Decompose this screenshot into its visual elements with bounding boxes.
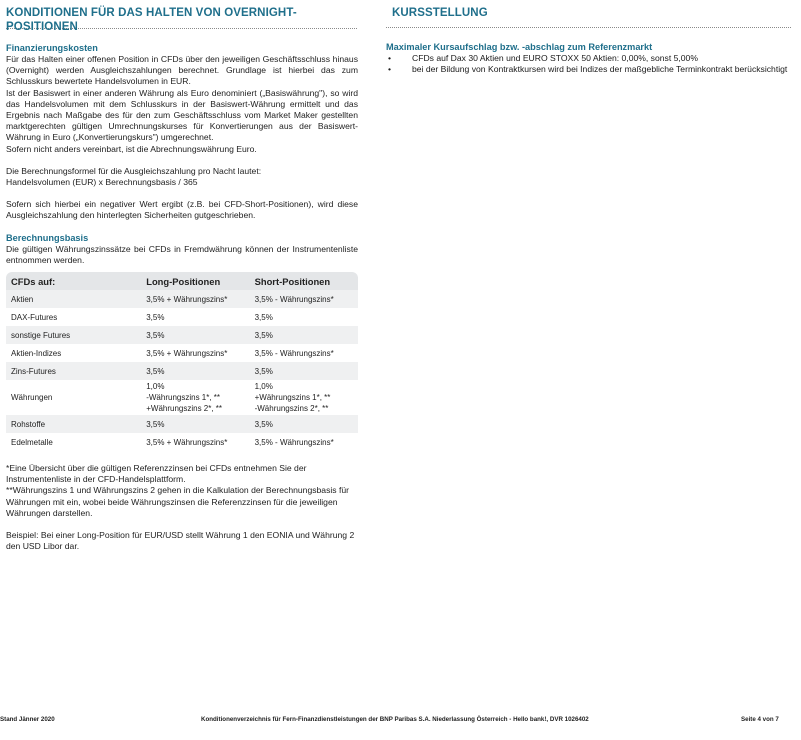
list-item	[386, 64, 791, 75]
footer-page: Seite 4 von 7	[741, 716, 779, 723]
short-line-2: +Währungszins 1*, **	[254, 393, 331, 403]
formula: Handelsvolumen (EUR) x Berechnungsbasis / 365	[6, 177, 198, 188]
col-header-short: Short-Positionen	[250, 272, 358, 290]
footnote-2: **Währungszins 1 und Währungszins 2 gehen in die Kalkulation der Berechnungsbasis für Währungen mit ein, wobei beide Währungszinsen die Referenzzinsen für die jeweiligen Währungen darstellen.	[6, 485, 349, 518]
table-header-row	[6, 272, 358, 290]
table-row	[6, 433, 358, 451]
footer-title: Konditionenverzeichnis für Fern-Finanzdienstleistungen der BNP Paribas S.A. Niederlassung Österreich - Hello bank!, DVR 1026402	[201, 716, 589, 723]
formula-intro: Die Berechnungsformel für die Ausgleichszahlung pro Nacht lautet:	[6, 165, 262, 176]
row-name: Rohstoffe	[6, 415, 141, 433]
row-long: 3,5% + Währungszins*	[146, 348, 228, 358]
table-row	[6, 344, 358, 362]
left-column	[6, 0, 358, 552]
rates-table	[6, 272, 358, 451]
row-short: 3,5% - Währungszins*	[254, 437, 334, 447]
list-item-text: bei der Bildung von Kontraktkursen wird bei Indizes der maßgebliche Terminkontrakt berücksichtigt	[412, 64, 788, 74]
long-line-2: -Währungszins 1*, **	[146, 393, 221, 403]
row-short: 3,5% - Währungszins*	[250, 290, 358, 308]
row-name: Zins-Futures	[6, 362, 141, 380]
row-short: 3,5%	[254, 312, 273, 322]
row-name: sonstige Futures	[6, 326, 141, 344]
table-row	[6, 362, 358, 380]
financing-para-2: Ist der Basiswert in einer anderen Währung als Euro denominiert („Basiswährung"), so wird das Handelsvolumen mit dem Schlusskurs in der Basiswert-Währung ermittelt und das Ergebnis nach Maßgabe des für den zum Geschäftsschluss vom Market Maker gestellten marktgerechten gültigen Umrechnungskurses für Konvertierungen aus der Basiswert-Währung in Euro („Konvertierungskurs") umgerechnet.	[6, 87, 358, 143]
example-note: Beispiel: Bei einer Long-Position für EUR/USD stellt Währung 1 den EONIA und Währung 2 den USD Libor dar.	[6, 530, 355, 552]
row-short: 3,5%	[250, 362, 358, 380]
table-row	[6, 326, 358, 344]
row-name: Währungen	[11, 393, 53, 403]
footer-date: Stand Jänner 2020	[0, 716, 55, 723]
list-item-text: CFDs auf Dax 30 Aktien und EURO STOXX 50 Aktien: 0,00%, sonst 5,00%	[412, 53, 698, 63]
bullet-icon: •	[388, 53, 392, 63]
negative-value-note: Sofern sich hierbei ein negativer Wert ergibt (z.B. bei CFD-Short-Positionen), wird diese Ausgleichszahlung den hinterlegten Sicherheiten gutgeschrieben.	[6, 199, 358, 221]
list-item	[386, 53, 791, 64]
footnote-1: *Eine Übersicht über die gültigen Referenzzinsen bei CFDs entnehmen Sie der Instrumentenliste in der CFD-Handelsplattform.	[6, 463, 307, 485]
row-short: 3,5% - Währungszins*	[254, 348, 334, 358]
long-line-1: 1,0%	[146, 382, 165, 392]
long-line-3: +Währungszins 2*, **	[146, 404, 223, 414]
markup-heading: Maximaler Kursaufschlag bzw. -abschlag zum Referenzmarkt	[386, 42, 653, 52]
row-name: DAX-Futures	[11, 312, 58, 322]
bullet-icon: •	[388, 64, 392, 74]
row-long: 3,5%	[146, 312, 165, 322]
overnight-section-title: KONDITIONEN FÜR DAS HALTEN VON OVERNIGHT-POSITIONEN	[6, 6, 357, 29]
row-long: 3,5%	[141, 415, 249, 433]
table-row	[6, 415, 358, 433]
row-name: Edelmetalle	[11, 437, 53, 447]
row-short: 3,5%	[250, 326, 358, 344]
row-name: Aktien	[6, 290, 141, 308]
financing-para-1: Für das Halten einer offenen Position in CFDs über den jeweiligen Geschäftsschluss hinaus (Overnight) werden Ausgleichszahlungen berechnet. Grundlage ist hierbei das zum Schlusskurs bewertete Handelsvolumen in EUR.	[6, 54, 358, 87]
financing-para-3: Sofern nicht anders vereinbart, ist die Abrechnungswährung Euro.	[6, 143, 257, 154]
row-short: 3,5%	[250, 415, 358, 433]
financing-heading: Finanzierungskosten	[6, 43, 98, 53]
short-line-1: 1,0%	[254, 382, 273, 392]
basis-heading: Berechnungsbasis	[6, 232, 89, 243]
col-header-cfds: CFDs auf:	[6, 272, 141, 290]
table-row	[6, 380, 358, 415]
kursstellung-section-title: KURSSTELLUNG	[386, 6, 791, 28]
kursstellung-list	[386, 53, 791, 75]
row-long	[141, 380, 249, 415]
table-row	[6, 308, 358, 326]
row-long: 3,5%	[141, 362, 249, 380]
short-line-3: -Währungszins 2*, **	[254, 404, 329, 414]
right-column	[386, 0, 791, 75]
row-long: 3,5%	[141, 326, 249, 344]
row-name: Aktien-Indizes	[11, 348, 62, 358]
basis-text: Die gültigen Währungszinssätze bei CFDs in Fremdwährung können der Instrumentenliste entnommen werden.	[6, 243, 358, 265]
row-long: 3,5% + Währungszins*	[141, 290, 249, 308]
table-row	[6, 290, 358, 308]
row-short	[250, 380, 358, 415]
row-long: 3,5% + Währungszins*	[146, 437, 228, 447]
col-header-long: Long-Positionen	[141, 272, 249, 290]
